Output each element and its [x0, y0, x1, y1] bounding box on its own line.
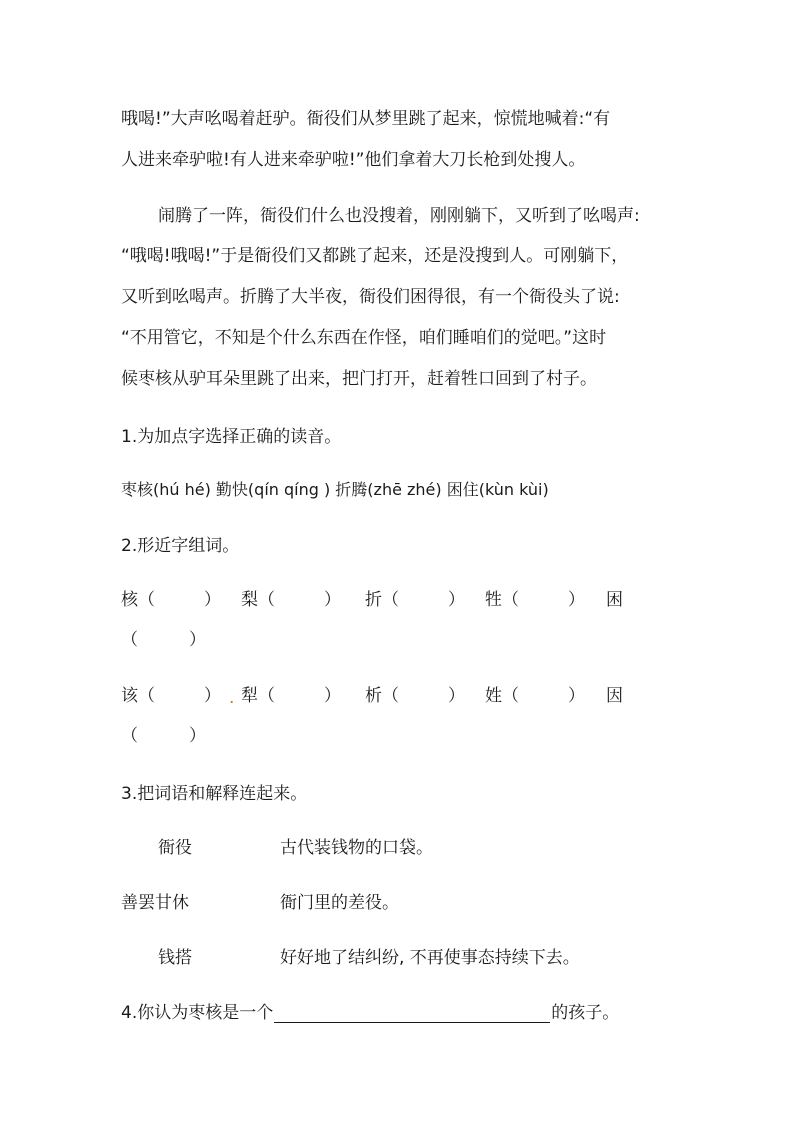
word-cell-li2: 犁（: [241, 686, 275, 706]
word-close: ）: [568, 590, 585, 610]
word-close: ）: [324, 590, 341, 610]
passage-line-1: 哦喝!”大声吆喝着赶驴。衙役们从梦里跳了起来，惊慌地喊着:“有: [121, 109, 611, 129]
match-term: 善罢甘休: [121, 893, 189, 913]
word-cell-hu: 核（: [121, 590, 155, 610]
word-cell-gai: 该（: [121, 686, 155, 706]
word-close: ）: [448, 686, 465, 706]
word-cell-xi: 析（: [365, 686, 399, 706]
match-definition: 衙门里的差役。: [280, 893, 399, 913]
passage-line-4: “哦喝!哦喝!”于是衙役们又都跳了起来，还是没搜到人。可刚躺下，: [121, 246, 629, 266]
answer-blank[interactable]: [274, 1004, 550, 1023]
word-cell-kun-blank: （ ）: [121, 630, 206, 650]
match-term: 钱搭: [158, 948, 192, 968]
word-cell-sheng: 牲（: [485, 590, 519, 610]
question-1-title: 1.为加点字选择正确的读音。: [121, 427, 342, 447]
word-cell-zhe: 折（: [365, 590, 399, 610]
question-3-title: 3.把词语和解释连起来。: [121, 784, 308, 804]
question-4-suffix: 的孩子。: [551, 1003, 620, 1023]
question-4-prefix: 4.你认为枣核是一个: [121, 1003, 274, 1023]
passage-line-5: 又听到吆喝声。折腾了大半夜，衙役们困得很，有一个衙役头了说:: [121, 287, 620, 307]
question-2-title: 2.形近字组词。: [121, 536, 240, 556]
passage-line-7: 候枣核从驴耳朵里跳了出来，把门打开，赶着牲口回到了村子。: [121, 369, 597, 389]
word-cell-li: 梨（: [241, 590, 275, 610]
passage-line-2: 人进来牵驴啦!有人进来牵驴啦!”他们拿着大刀长枪到处搜人。: [121, 150, 586, 170]
passage-line-3: 闹腾了一阵，衙役们什么也没搜着，刚刚躺下，又听到了吆喝声:: [158, 206, 640, 226]
word-close: ）: [448, 590, 465, 610]
word-close: ）: [324, 686, 341, 706]
dot-mark: .: [229, 688, 235, 708]
match-definition: 好好地了结纠纷, 不再使事态持续下去。: [280, 948, 580, 968]
word-cell-yin: 因: [606, 686, 623, 706]
word-cell-yin-blank: （ ）: [121, 726, 206, 746]
word-cell-xing: 姓（: [485, 686, 519, 706]
word-close: ）: [204, 686, 221, 706]
question-1-options: 枣核(hú hé) 勤快(qín qíng ) 折腾(zhē zhé) 困住(kùn kùi): [121, 480, 549, 499]
question-4: [121, 1003, 619, 1023]
word-close: ）: [204, 590, 221, 610]
word-cell-kun: 困: [606, 590, 623, 610]
match-definition: 古代装钱物的口袋。: [280, 838, 433, 858]
word-close: ）: [568, 686, 585, 706]
match-term: 衙役: [158, 838, 192, 858]
passage-line-6: “不用管它，不知是个什么东西在作怪，咱们睡咱们的觉吧。”这时: [121, 328, 607, 348]
